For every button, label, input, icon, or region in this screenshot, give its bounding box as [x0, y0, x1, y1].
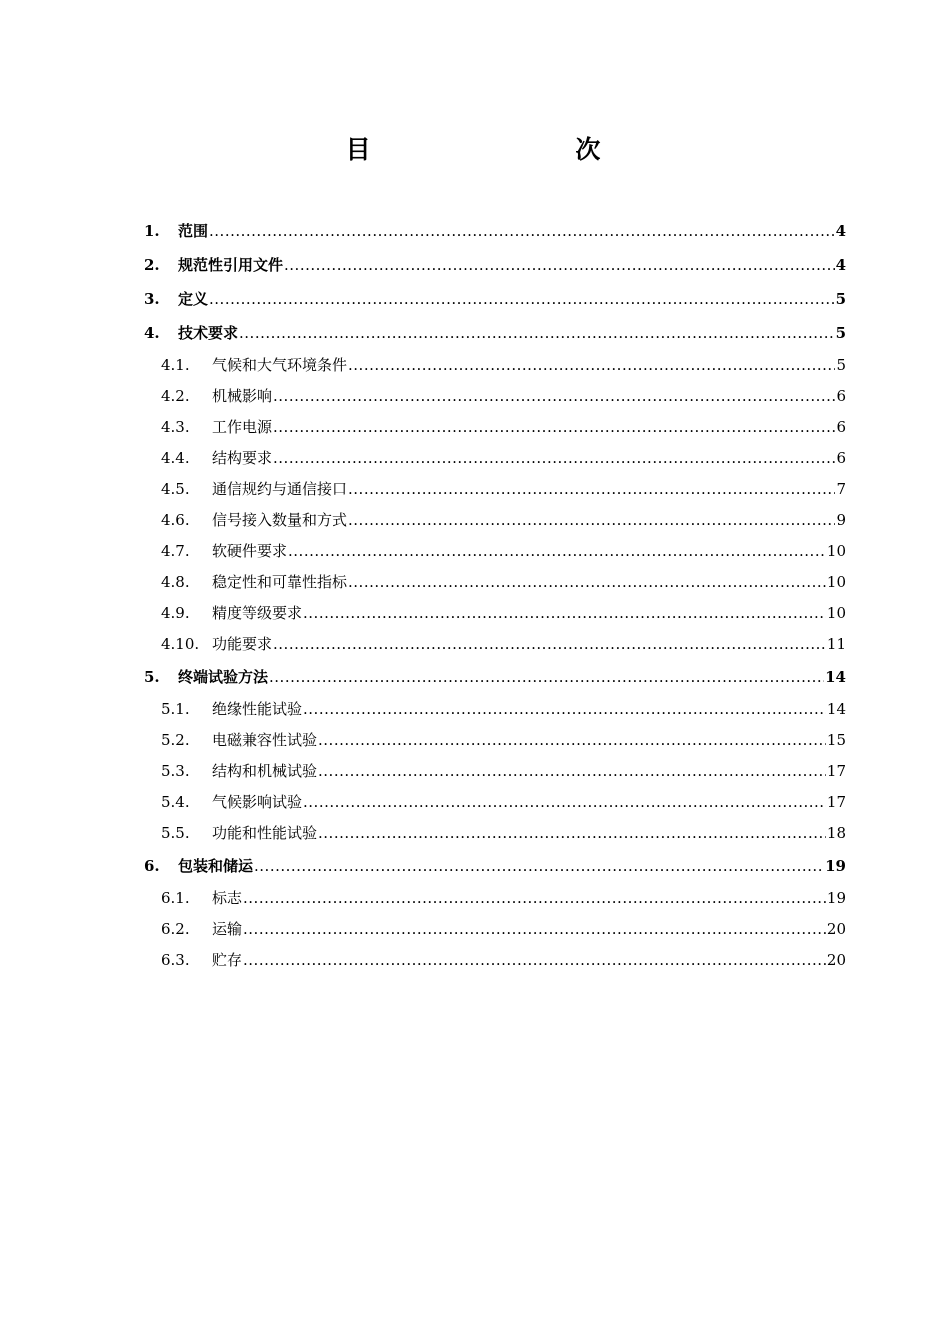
toc-entry-number: 5.4. — [161, 793, 190, 811]
toc-entry-number: 6.3. — [161, 951, 190, 969]
toc-entry-chapter[interactable] — [0, 660, 950, 694]
toc-entry-page-number: 5 — [835, 324, 846, 342]
toc-dot-leader — [303, 787, 826, 818]
toc-dot-leader — [284, 248, 835, 282]
toc-entry-chapter[interactable] — [0, 316, 950, 350]
toc-dot-leader — [303, 598, 826, 629]
toc-list — [0, 214, 950, 976]
toc-entry-number: 4.3. — [161, 418, 190, 436]
toc-entry-number: 4.2. — [161, 387, 190, 405]
toc-entry-page-number: 14 — [826, 700, 846, 718]
toc-entry-section[interactable] — [0, 818, 950, 849]
toc-dot-leader — [273, 629, 826, 660]
toc-entry-page-number: 10 — [826, 542, 846, 560]
toc-dot-leader — [303, 694, 826, 725]
toc-entry-title: 功能要求 — [212, 635, 273, 653]
toc-entry-section[interactable] — [0, 756, 950, 787]
toc-entry-number: 6.1. — [161, 889, 190, 907]
toc-entry-page-number: 19 — [825, 857, 846, 875]
toc-entry-title: 绝缘性能试验 — [212, 700, 303, 718]
toc-entry-title: 技术要求 — [178, 324, 239, 342]
toc-entry-number: 6.2. — [161, 920, 190, 938]
toc-dot-leader — [243, 914, 826, 945]
toc-entry-title: 电磁兼容性试验 — [212, 731, 318, 749]
toc-entry-page-number: 4 — [835, 222, 846, 240]
toc-dot-leader — [318, 725, 826, 756]
toc-entry-title: 工作电源 — [212, 418, 273, 436]
toc-entry-page-number: 6 — [836, 387, 846, 405]
toc-entry-title: 结构要求 — [212, 449, 273, 467]
toc-entry-number: 5.2. — [161, 731, 190, 749]
toc-entry-title: 稳定性和可靠性指标 — [212, 573, 348, 591]
toc-entry-page-number: 10 — [826, 604, 846, 622]
toc-entry-page-number: 5 — [836, 356, 846, 374]
toc-dot-leader — [348, 350, 835, 381]
toc-entry-page-number: 15 — [826, 731, 846, 749]
toc-dot-leader — [348, 567, 826, 598]
toc-entry-number: 1. — [144, 222, 160, 240]
toc-entry-title: 标志 — [212, 889, 243, 907]
toc-entry-title: 机械影响 — [212, 387, 273, 405]
toc-entry-section[interactable] — [0, 412, 950, 443]
toc-entry-title: 终端试验方法 — [178, 668, 269, 686]
toc-entry-chapter[interactable] — [0, 214, 950, 248]
toc-entry-number: 6. — [144, 857, 160, 875]
toc-entry-section[interactable] — [0, 725, 950, 756]
toc-dot-leader — [318, 756, 826, 787]
toc-entry-section[interactable] — [0, 474, 950, 505]
toc-entry-section[interactable] — [0, 787, 950, 818]
toc-entry-section[interactable] — [0, 883, 950, 914]
toc-entry-page-number: 18 — [826, 824, 846, 842]
toc-entry-title: 运输 — [212, 920, 243, 938]
toc-dot-leader — [239, 316, 835, 350]
toc-dot-leader — [209, 282, 835, 316]
toc-entry-title: 范围 — [178, 222, 209, 240]
toc-entry-number: 2. — [144, 256, 160, 274]
toc-entry-page-number: 6 — [836, 449, 846, 467]
toc-dot-leader — [243, 883, 826, 914]
page-title: 目 次 — [345, 135, 699, 164]
toc-entry-page-number: 11 — [826, 635, 846, 653]
toc-entry-number: 5. — [144, 668, 160, 686]
toc-dot-leader — [348, 505, 835, 536]
toc-entry-page-number: 17 — [826, 762, 846, 780]
toc-entry-section[interactable] — [0, 505, 950, 536]
toc-entry-page-number: 9 — [836, 511, 846, 529]
toc-entry-number: 4. — [144, 324, 160, 342]
toc-entry-number: 4.5. — [161, 480, 190, 498]
toc-entry-page-number: 14 — [825, 668, 846, 686]
toc-dot-leader — [269, 660, 824, 694]
toc-entry-chapter[interactable] — [0, 282, 950, 316]
toc-entry-page-number: 4 — [835, 256, 846, 274]
toc-entry-page-number: 19 — [826, 889, 846, 907]
toc-dot-leader — [243, 945, 826, 976]
toc-dot-leader — [254, 849, 824, 883]
toc-entry-number: 4.4. — [161, 449, 190, 467]
toc-entry-section[interactable] — [0, 694, 950, 725]
toc-entry-title: 软硬件要求 — [212, 542, 288, 560]
toc-entry-number: 4.9. — [161, 604, 190, 622]
toc-entry-section[interactable] — [0, 629, 950, 660]
toc-entry-page-number: 20 — [826, 951, 846, 969]
toc-entry-title: 贮存 — [212, 951, 243, 969]
toc-entry-title: 包装和储运 — [178, 857, 254, 875]
toc-entry-number: 3. — [144, 290, 160, 308]
toc-entry-title: 通信规约与通信接口 — [212, 480, 348, 498]
toc-entry-chapter[interactable] — [0, 248, 950, 282]
toc-entry-section[interactable] — [0, 350, 950, 381]
toc-entry-page-number: 5 — [835, 290, 846, 308]
toc-dot-leader — [288, 536, 826, 567]
toc-dot-leader — [318, 818, 826, 849]
toc-dot-leader — [273, 412, 835, 443]
toc-entry-title: 功能和性能试验 — [212, 824, 318, 842]
toc-entry-number: 5.1. — [161, 700, 190, 718]
toc-dot-leader — [348, 474, 835, 505]
toc-entry-title: 规范性引用文件 — [178, 256, 284, 274]
toc-entry-section[interactable] — [0, 536, 950, 567]
toc-dot-leader — [209, 214, 835, 248]
toc-entry-section[interactable] — [0, 914, 950, 945]
toc-entry-page-number: 17 — [826, 793, 846, 811]
toc-entry-section[interactable] — [0, 443, 950, 474]
toc-entry-title: 结构和机械试验 — [212, 762, 318, 780]
toc-entry-number: 5.3. — [161, 762, 190, 780]
toc-entry-section[interactable] — [0, 945, 950, 976]
toc-entry-section[interactable] — [0, 598, 950, 629]
toc-entry-number: 5.5. — [161, 824, 190, 842]
toc-entry-title: 信号接入数量和方式 — [212, 511, 348, 529]
toc-entry-page-number: 7 — [836, 480, 846, 498]
toc-entry-page-number: 20 — [826, 920, 846, 938]
toc-entry-chapter[interactable] — [0, 849, 950, 883]
toc-entry-title: 定义 — [178, 290, 209, 308]
toc-entry-title: 气候影响试验 — [212, 793, 303, 811]
toc-dot-leader — [273, 443, 835, 474]
toc-entry-page-number: 6 — [836, 418, 846, 436]
toc-entry-title: 精度等级要求 — [212, 604, 303, 622]
toc-entry-number: 4.10. — [161, 635, 200, 653]
toc-entry-section[interactable] — [0, 567, 950, 598]
toc-entry-number: 4.1. — [161, 356, 190, 374]
toc-entry-page-number: 10 — [826, 573, 846, 591]
toc-entry-number: 4.7. — [161, 542, 190, 560]
toc-entry-section[interactable] — [0, 381, 950, 412]
toc-entry-number: 4.6. — [161, 511, 190, 529]
toc-dot-leader — [273, 381, 835, 412]
toc-entry-title: 气候和大气环境条件 — [212, 356, 348, 374]
toc-entry-number: 4.8. — [161, 573, 190, 591]
